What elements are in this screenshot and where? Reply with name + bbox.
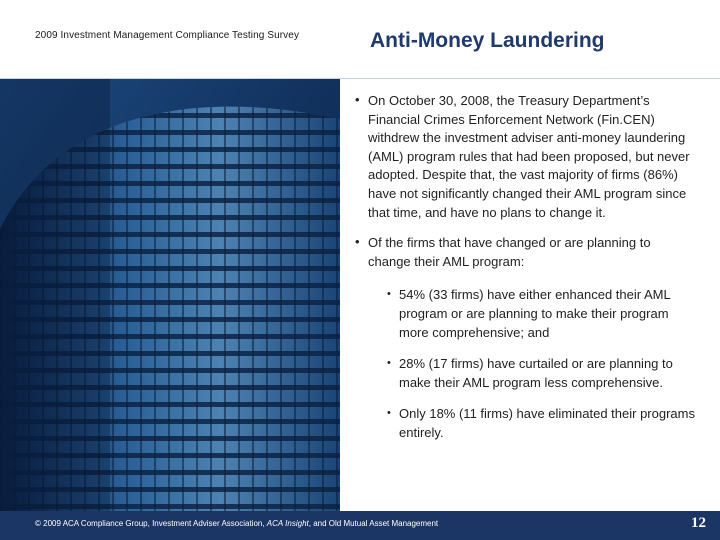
footer-text-after: , and Old Mutual Asset Management — [308, 519, 439, 528]
sub-bullet-item — [387, 286, 695, 342]
bullet-text: Of the firms that have changed or are planning to change their AML program: — [368, 235, 651, 269]
sub-bullet-icon: • — [387, 407, 391, 420]
sub-bullet-item — [387, 405, 695, 442]
building-photo — [0, 79, 340, 511]
footer-copyright — [35, 519, 438, 528]
bullet-text: On October 30, 2008, the Treasury Department’s Financial Crimes Enforcement Network (Fin.CEN) withdrew the investment adviser anti-money laundering (AML) program rules that had been proposed, but never adopted. Despite that, the vast majority of firms (86%) have not significantly changed their AML program since that time, and have no plans to change it. — [368, 93, 690, 220]
bullet-item — [355, 92, 695, 222]
bullet-icon: • — [355, 92, 360, 107]
survey-title: 2009 Investment Management Compliance Testing Survey — [35, 30, 300, 41]
bullet-icon: • — [355, 234, 360, 250]
sub-bullet-text: 28% (17 firms) have curtailed or are planning to make their AML program less comprehensive. — [399, 356, 673, 390]
building-photo-icon — [0, 79, 340, 511]
footer-text-before: © 2009 ACA Compliance Group, Investment Adviser Association, — [35, 519, 267, 528]
bullet-item — [355, 234, 695, 271]
footer-text-italic: ACA Insight — [266, 519, 309, 528]
header — [0, 0, 720, 79]
sub-bullet-icon: • — [387, 357, 391, 370]
content-area — [355, 92, 695, 443]
sub-bullet-item — [387, 355, 695, 392]
sub-bullet-icon: • — [387, 288, 391, 301]
slide-title: Anti-Money Laundering — [370, 29, 605, 52]
footer — [0, 511, 720, 540]
sub-bullet-text: Only 18% (11 firms) have eliminated their programs entirely. — [399, 406, 695, 440]
sub-bullet-text: 54% (33 firms) have either enhanced their AML program or are planning to make their program more comprehensive; and — [399, 287, 671, 340]
page-number: 12 — [691, 515, 706, 531]
